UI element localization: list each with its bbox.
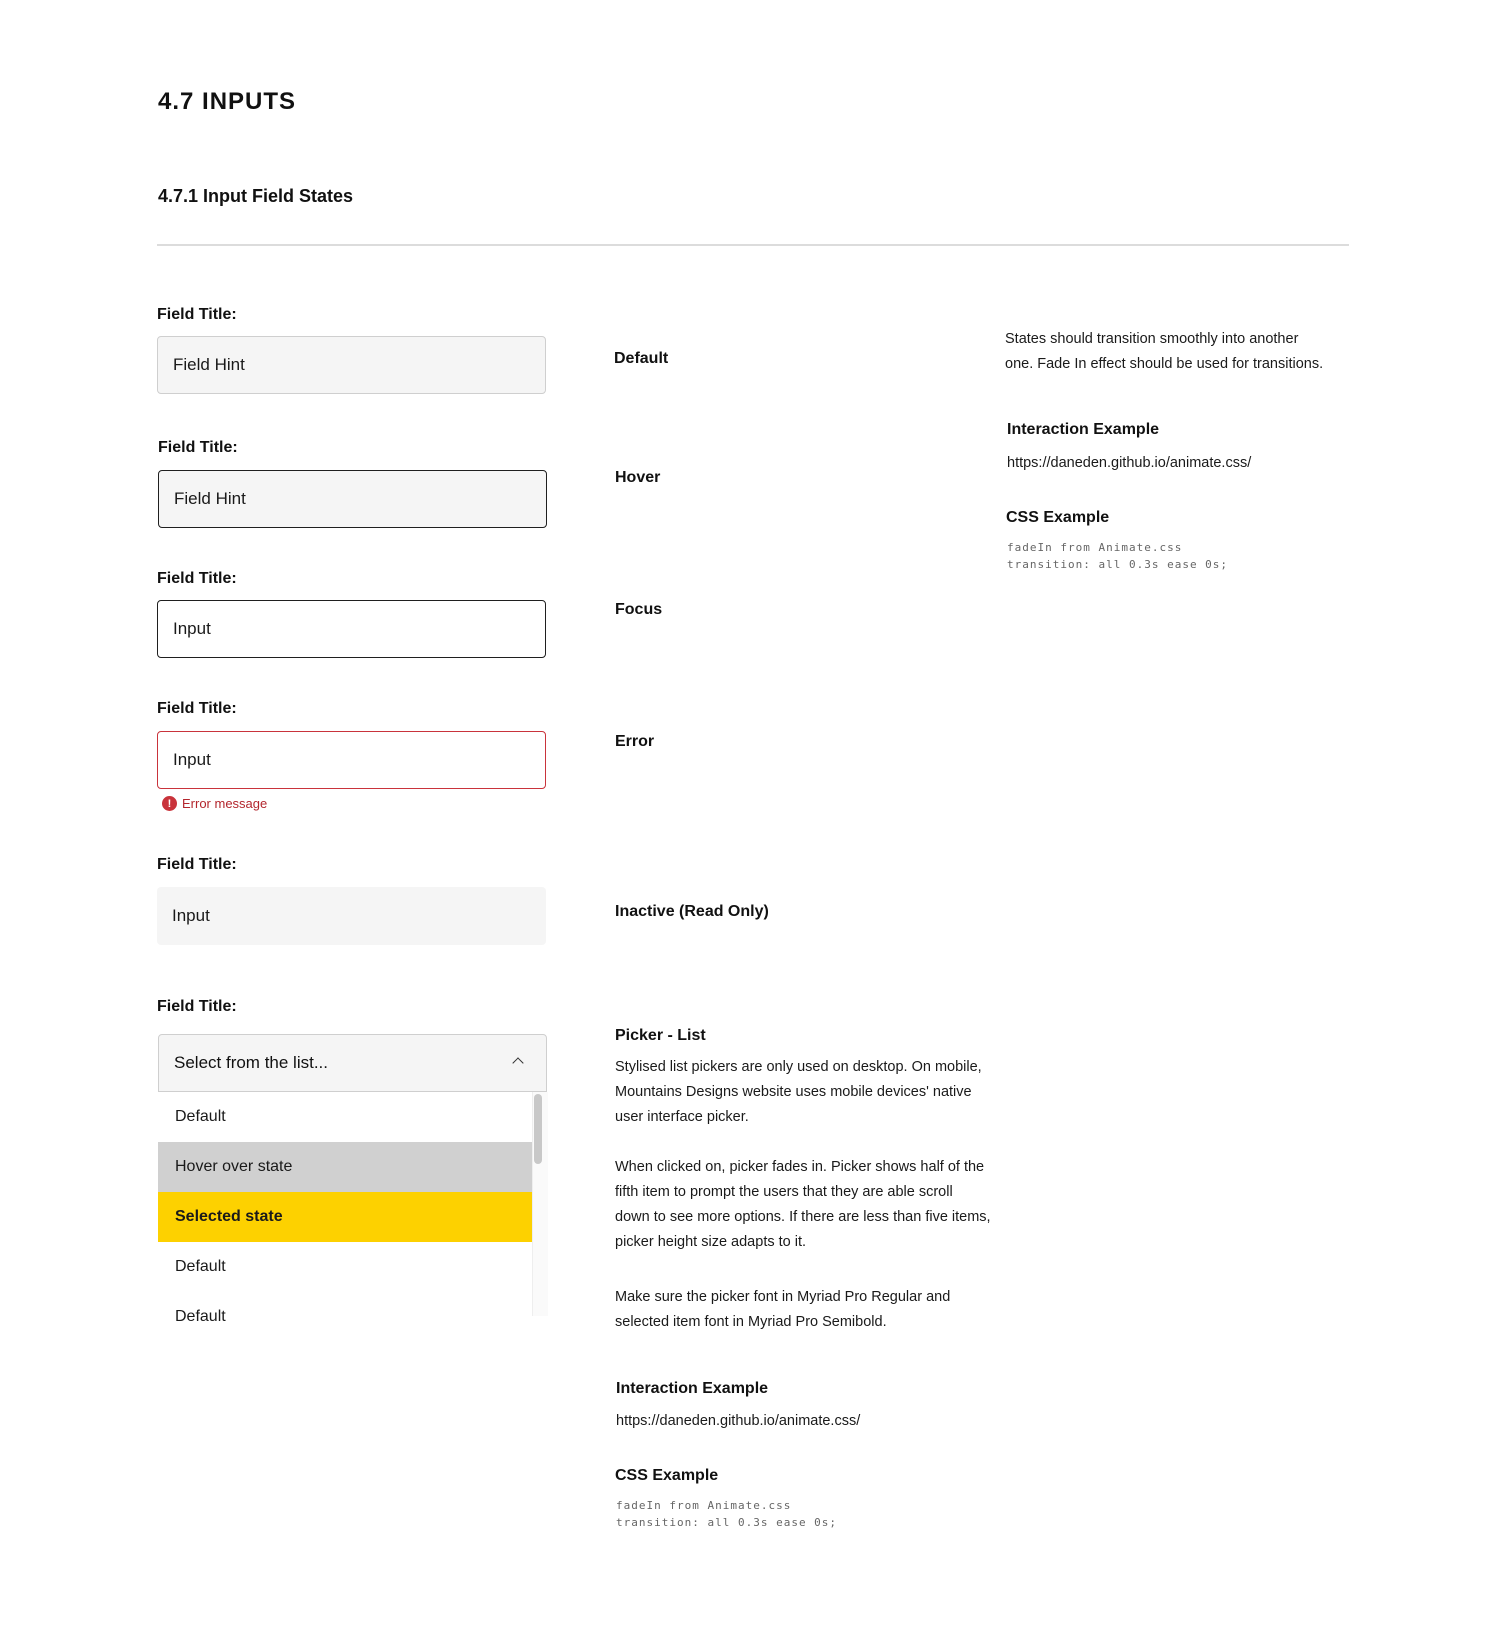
- error-message-text: Error message: [182, 796, 268, 811]
- picker-item-default[interactable]: [158, 1242, 532, 1292]
- picker-description-line: picker height size adapts to it.: [615, 1234, 807, 1250]
- field-title-default: Field Title:: [157, 306, 237, 323]
- picker-css-heading: CSS Example: [615, 1467, 719, 1484]
- picker-scrollbar-thumb[interactable]: [534, 1094, 542, 1164]
- picker-description-line: selected item font in Myriad Pro Semibold.: [615, 1314, 887, 1330]
- error-message: [162, 796, 267, 811]
- state-label-focus: Focus: [615, 601, 663, 618]
- transition-note-line: States should transition smoothly into another: [1005, 331, 1299, 347]
- picker-description-line: down to see more options. If there are less than five items,: [615, 1209, 991, 1225]
- picker-description-line: Mountains Designs website uses mobile devices' native: [615, 1084, 972, 1100]
- state-label-default: Default: [614, 350, 669, 367]
- state-label-picker: Picker - List: [615, 1027, 706, 1044]
- picker-description-line: user interface picker.: [615, 1109, 749, 1125]
- css-example-heading: CSS Example: [1006, 509, 1110, 526]
- field-hint-text: Field Hint: [173, 355, 245, 374]
- picker-item-label: Default: [175, 1258, 226, 1275]
- picker-item-label: Selected state: [175, 1208, 283, 1225]
- field-title-focus: Field Title:: [157, 570, 237, 587]
- divider: [157, 244, 1349, 246]
- input-value-text: Input: [173, 619, 211, 638]
- picker-item-label: Default: [175, 1308, 226, 1325]
- input-error[interactable]: [157, 731, 546, 789]
- picker-description-line: Stylised list pickers are only used on desktop. On mobile,: [615, 1059, 982, 1075]
- picker-description-line: Make sure the picker font in Myriad Pro Regular and: [615, 1289, 951, 1305]
- picker-item-default[interactable]: [158, 1092, 532, 1142]
- css-code-line: fadeIn from Animate.css: [1007, 541, 1183, 554]
- field-title-error: Field Title:: [157, 700, 237, 717]
- picker-description-line: When clicked on, picker fades in. Picker shows half of the: [615, 1159, 985, 1175]
- picker-css-code: [616, 1497, 837, 1531]
- picker-font-note: [615, 1285, 1015, 1335]
- picker-behaviour-description: [615, 1155, 1015, 1255]
- chevron-up-icon[interactable]: [512, 1057, 523, 1068]
- input-value-text: Input: [173, 750, 211, 769]
- field-title-hover: Field Title:: [158, 439, 238, 456]
- error-icon: !: [162, 796, 177, 811]
- picker-item-label: Default: [175, 1108, 226, 1125]
- section-subtitle: 4.7.1 Input Field States: [158, 186, 354, 206]
- interaction-example-link[interactable]: https://daneden.github.io/animate.css/: [1007, 455, 1252, 471]
- picker-interaction-link[interactable]: https://daneden.github.io/animate.css/: [616, 1413, 861, 1429]
- state-label-inactive: Inactive (Read Only): [615, 903, 769, 920]
- transition-note: [1005, 327, 1385, 377]
- css-code-line: transition: all 0.3s ease 0s;: [616, 1516, 838, 1529]
- picker-item-label: Hover over state: [175, 1158, 293, 1175]
- picker-item-hover[interactable]: [158, 1142, 532, 1192]
- picker-placeholder: Select from the list...: [174, 1053, 328, 1072]
- picker-description: [615, 1055, 1015, 1130]
- css-example-code: [1007, 539, 1228, 573]
- transition-note-line: one. Fade In effect should be used for transitions.: [1005, 356, 1324, 372]
- field-hint-text: Field Hint: [174, 489, 246, 508]
- picker-interaction-heading: Interaction Example: [616, 1380, 769, 1397]
- field-title-picker: Field Title:: [157, 998, 237, 1015]
- state-label-hover: Hover: [615, 469, 661, 486]
- interaction-example-heading: Interaction Example: [1007, 421, 1160, 438]
- css-code-line: fadeIn from Animate.css: [616, 1499, 792, 1512]
- field-title-inactive: Field Title:: [157, 856, 237, 873]
- picker-description-line: fifth item to prompt the users that they are able scroll: [615, 1184, 953, 1200]
- picker-item-default-partial[interactable]: [158, 1292, 532, 1342]
- picker-select[interactable]: [158, 1034, 547, 1092]
- input-value-text: Input: [172, 906, 210, 925]
- page-title: 4.7 INPUTS: [158, 88, 297, 115]
- css-code-line: transition: all 0.3s ease 0s;: [1007, 558, 1229, 571]
- picker-list[interactable]: [158, 1092, 547, 1325]
- input-hover[interactable]: [158, 470, 547, 528]
- input-inactive: [157, 887, 546, 945]
- state-label-error: Error: [615, 733, 655, 750]
- input-focus[interactable]: [157, 600, 546, 658]
- input-default[interactable]: [157, 336, 546, 394]
- picker-item-selected[interactable]: [158, 1192, 532, 1242]
